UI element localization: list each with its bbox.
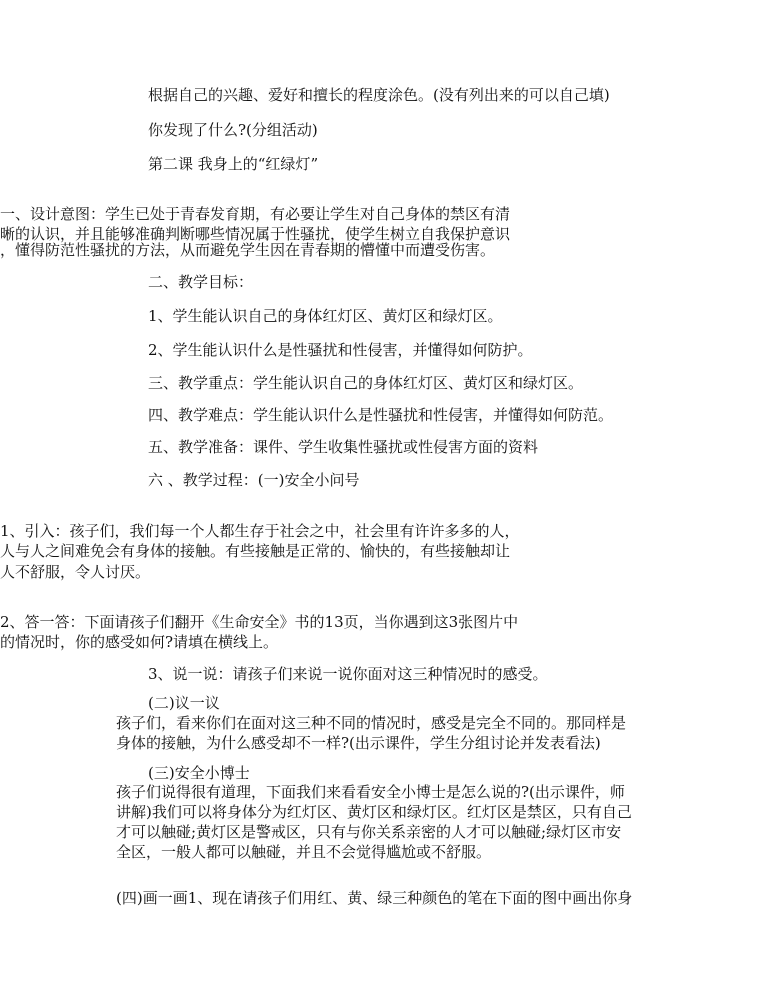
paragraph-line: 你发现了什么?(分组活动) <box>148 121 318 139</box>
paragraph-line: 1、学生能认识自己的身体红灯区、黄灯区和绿灯区。 <box>148 307 503 325</box>
paragraph-line: 3、说一说：请孩子们来说一说你面对这三种情况时的感受。 <box>148 665 548 683</box>
paragraph-line: 孩子们说得很有道理，下面我们来看看安全小博士是怎么说的?(出示课件，师 <box>116 783 625 801</box>
paragraph-line: 四、教学难点：学生能认识什么是性骚扰和性侵害，并懂得如何防范。 <box>148 406 614 424</box>
subsection-heading: (二)议一议 <box>148 694 220 712</box>
paragraph-line: 身体的接触，为什么感受却不一样?(出示课件，学生分组讨论并发表看法) <box>116 734 601 752</box>
paragraph-line: 五、教学准备：课件、学生收集性骚扰或性侵害方面的资料 <box>148 438 539 456</box>
paragraph-line: (四)画一画1、现在请孩子们用红、黄、绿三种颜色的笔在下面的图中画出你身 <box>116 889 633 907</box>
paragraph-line: 六 、教学过程：(一)安全小问号 <box>148 471 360 489</box>
paragraph-line: 全区，一般人都可以触碰，并且不会觉得尴尬或不舒服。 <box>116 843 492 861</box>
paragraph-line: 人与人之间难免会有身体的接触。有些接触是正常的、愉快的，有些接触却让 <box>0 542 511 560</box>
subsection-heading: (三)安全小博士 <box>148 764 250 782</box>
paragraph-line: 才可以触碰;黄灯区是警戒区，只有与你关系亲密的人才可以触碰;绿灯区市安 <box>116 823 622 841</box>
paragraph-line: 2、学生能认识什么是性骚扰和性侵害，并懂得如何防护。 <box>148 341 533 359</box>
paragraph-line: 的情况时，你的感受如何?请填在横线上。 <box>0 633 279 651</box>
paragraph-line: 2、答一答：下面请孩子们翻开《生命安全》书的13页，当你遇到这3张图片中 <box>0 613 519 631</box>
paragraph-line: 根据自己的兴趣、爱好和擅长的程度涂色。(没有列出来的可以自己填) <box>148 86 610 104</box>
paragraph-line: 讲解)我们可以将身体分为红灯区、黄灯区和绿灯区。红灯区是禁区，只有自己 <box>116 803 632 821</box>
lesson-title: 第二课 我身上的“红绿灯” <box>148 155 319 173</box>
section-heading: 二、教学目标： <box>148 273 254 291</box>
paragraph-line: 人不舒服，令人讨厌。 <box>0 563 151 581</box>
paragraph-line: ，懂得防范性骚扰的方法，从而避免学生因在青春期的懵懂中而遭受伤害。 <box>0 241 496 259</box>
paragraph-line: 1、引入：孩子们，我们每一个人都生存于社会之中，社会里有许许多多的人， <box>0 522 520 540</box>
paragraph-line: 一、设计意图：学生已处于青春发育期，有必要让学生对自己身体的禁区有清 <box>0 205 511 223</box>
paragraph-line: 孩子们，看来你们在面对这三种不同的情况时，感受是完全不同的。那同样是 <box>116 714 627 732</box>
paragraph-line: 三、教学重点：学生能认识自己的身体红灯区、黄灯区和绿灯区。 <box>148 374 584 392</box>
paragraph-line: 晰的认识，并且能够准确判断哪些情况属于性骚扰，使学生树立自我保护意识 <box>0 225 511 243</box>
